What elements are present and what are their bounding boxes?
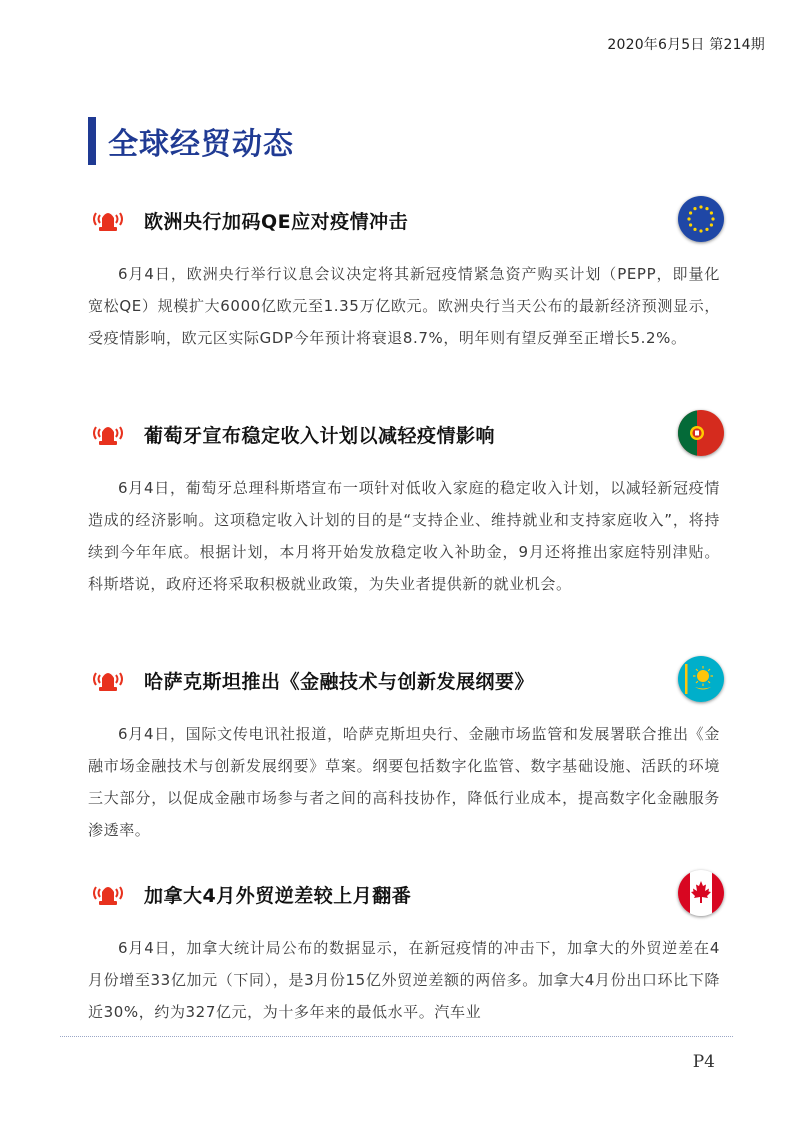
article-kazakhstan-fintech	[88, 656, 720, 846]
eu-flag-icon	[678, 196, 724, 242]
alarm-icon	[90, 205, 126, 235]
article-body: 6月4日，葡萄牙总理科斯塔宣布一项针对低收入家庭的稳定收入计划，以减轻新冠疫情造成的经济影响。这项稳定收入计划的目的是“支持企业、维持就业和支持家庭收入”，将持续到今年年底。根据计划，本月将开始发放稳定收入补助金，9月还将推出家庭特别津贴。科斯塔说，政府还将采取积极就业政策，为失业者提供新的就业机会。	[88, 479, 720, 593]
canada-flag-icon	[678, 870, 724, 916]
portugal-flag-icon	[678, 410, 724, 456]
article-header	[88, 656, 720, 704]
article-title: 加拿大4月外贸逆差较上月翻番	[144, 884, 412, 907]
article-header	[88, 870, 720, 918]
article-title: 欧洲央行加码QE应对疫情冲击	[144, 210, 409, 233]
section-header	[88, 116, 294, 166]
article-header	[88, 410, 720, 458]
article-eu-qe	[88, 196, 720, 354]
page-number: P4	[692, 1052, 715, 1072]
article-title: 哈萨克斯坦推出《金融技术与创新发展纲要》	[144, 670, 535, 693]
kazakhstan-flag-icon	[678, 656, 724, 702]
article-body: 6月4日，加拿大统计局公布的数据显示，在新冠疫情的冲击下，加拿大的外贸逆差在4月份增至33亿加元（下同），是3月份15亿外贸逆差额的两倍多。加拿大4月份出口环比下降近30%，约为327亿元，为十多年来的最低水平。汽车业	[88, 939, 720, 1021]
alarm-icon	[90, 879, 126, 909]
article-title: 葡萄牙宣布稳定收入计划以减轻疫情影响	[144, 424, 496, 447]
footer-divider	[60, 1036, 733, 1037]
article-header	[88, 196, 720, 244]
alarm-icon	[90, 419, 126, 449]
article-canada-trade	[88, 870, 720, 1028]
alarm-icon	[90, 665, 126, 695]
section-title: 全球经贸动态	[108, 127, 294, 162]
issue-date: 2020年6月5日 第214期	[607, 37, 765, 53]
article-portugal-income	[88, 410, 720, 600]
article-body: 6月4日，欧洲央行举行议息会议决定将其新冠疫情紧急资产购买计划（PEPP，即量化宽松QE）规模扩大6000亿欧元至1.35万亿欧元。欧洲央行当天公布的最新经济预测显示，受疫情影响，欧元区实际GDP今年预计将衰退8.7%，明年则有望反弹至正增长5.2%。	[88, 265, 720, 347]
section-accent-bar	[88, 117, 96, 165]
article-body: 6月4日，国际文传电讯社报道，哈萨克斯坦央行、金融市场监管和发展署联合推出《金融市场金融技术与创新发展纲要》草案。纲要包括数字化监管、数字基础设施、活跃的环境三大部分，以促成金融市场参与者之间的高科技协作，降低行业成本，提高数字化金融服务渗透率。	[88, 725, 720, 839]
